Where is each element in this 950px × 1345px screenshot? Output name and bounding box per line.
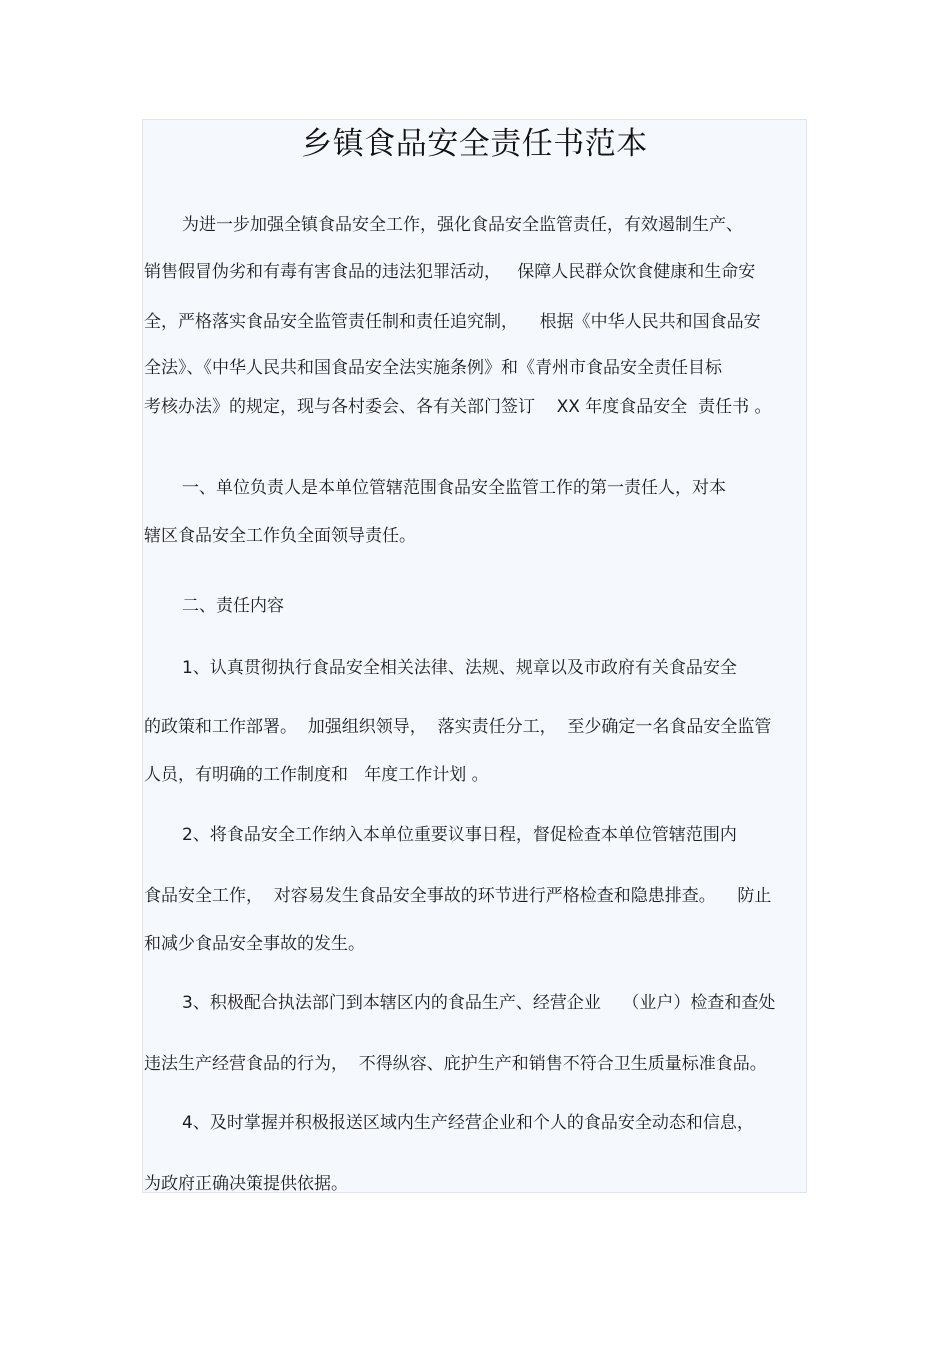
paragraph-line: 的政策和工作部署。 加强组织领导， 落实责任分工， 至少确定一名食品安全监管	[144, 717, 772, 737]
paragraph-line: 一、单位负责人是本单位管辖范围食品安全监管工作的第一责任人，对本	[182, 478, 726, 498]
paragraph-line: 全，严格落实食品安全监管责任制和责任追究制， 根据《中华人民共和国食品安	[144, 312, 761, 332]
document-title: 乡镇食品安全责任书范本	[301, 126, 648, 162]
paragraph-line: 3、积极配合执法部门到本辖区内的食品生产、经营企业 （业户）检查和查处	[182, 993, 776, 1013]
paragraph-line: 全法》、《中华人民共和国食品安全法实施条例》和《青州市食品安全责任目标	[144, 358, 722, 378]
paragraph-line: 和减少食品安全事故的发生。	[144, 934, 365, 954]
paragraph-line: 4、及时掌握并积极报送区域内生产经营企业和个人的食品安全动态和信息，	[182, 1113, 754, 1133]
paragraph-line: 人员，有明确的工作制度和 年度工作计划 。	[144, 765, 489, 785]
paragraph-line: 为进一步加强全镇食品安全工作，强化食品安全监管责任，有效遏制生产、	[182, 215, 743, 235]
paragraph-line: 为政府正确决策提供依据。	[144, 1174, 348, 1194]
paragraph-line: 食品安全工作， 对容易发生食品安全事故的环节进行严格检查和隐患排查。 防止	[144, 886, 772, 906]
paragraph-line: 销售假冒伪劣和有毒有害食品的违法犯罪活动， 保障人民群众饮食健康和生命安	[144, 262, 756, 282]
section-heading: 二、责任内容	[182, 596, 284, 616]
paragraph-line: 1、认真贯彻执行食品安全相关法律、法规、规章以及市政府有关食品安全	[182, 658, 737, 678]
paragraph-line: 辖区食品安全工作负全面领导责任。	[144, 526, 416, 546]
paragraph-line: 考核办法》的规定，现与各村委会、各有关部门签订 XX 年度食品安全 责任书 。	[144, 397, 772, 417]
paragraph-line: 违法生产经营食品的行为， 不得纵容、庇护生产和销售不符合卫生质量标准食品。	[144, 1054, 767, 1074]
paragraph-line: 2、将食品安全工作纳入本单位重要议事日程，督促检查本单位管辖范围内	[182, 825, 737, 845]
